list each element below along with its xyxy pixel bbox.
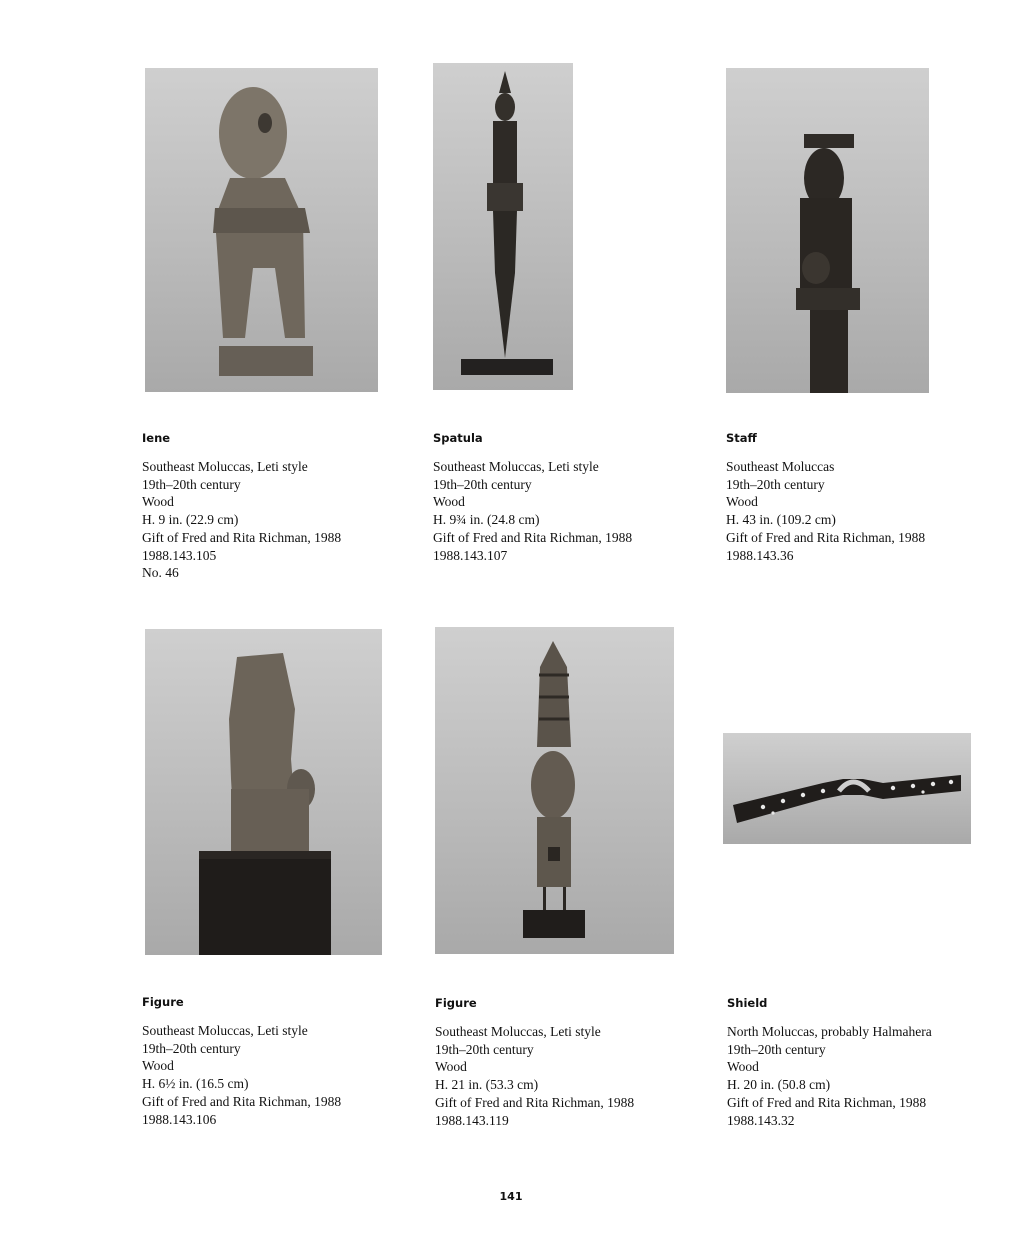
caption-medium: Wood xyxy=(433,494,465,510)
caption-title: Figure xyxy=(435,996,477,1010)
caption-spatula xyxy=(433,431,703,564)
caption-origin: Southeast Moluccas xyxy=(726,459,835,474)
caption-dimensions: H. 9 in. (22.9 cm) xyxy=(142,512,239,528)
caption-shield xyxy=(727,996,997,1129)
caption-origin: North Moluccas, probably Halmahera xyxy=(727,1024,932,1039)
caption-date: 19th–20th century xyxy=(142,1040,241,1056)
caption-credit: Gift of Fred and Rita Richman, 1988 xyxy=(435,1094,635,1110)
caption-origin: Southeast Moluccas, Leti style xyxy=(142,459,308,474)
caption-accession: 1988.143.107 xyxy=(433,547,508,563)
caption-medium: Wood xyxy=(142,494,174,510)
caption-accession: 1988.143.36 xyxy=(726,547,794,563)
page-number: 141 xyxy=(499,1190,523,1203)
photo-iene xyxy=(145,68,378,392)
caption-credit: Gift of Fred and Rita Richman, 1988 xyxy=(142,529,342,545)
caption-title: Shield xyxy=(727,996,768,1010)
caption-origin: Southeast Moluccas, Leti style xyxy=(142,1023,308,1038)
caption-figure-2 xyxy=(435,996,705,1129)
caption-figure-1 xyxy=(142,995,412,1128)
photo-figure-1 xyxy=(145,629,382,955)
caption-date: 19th–20th century xyxy=(142,476,241,492)
caption-dimensions: H. 43 in. (109.2 cm) xyxy=(726,512,836,528)
photo-shield xyxy=(723,733,971,844)
caption-iene xyxy=(142,431,412,582)
photo-spatula xyxy=(433,63,573,390)
caption-title: Spatula xyxy=(433,431,483,445)
caption-accession: 1988.143.105 xyxy=(142,547,217,563)
photo-figure-2 xyxy=(435,627,674,954)
caption-credit: Gift of Fred and Rita Richman, 1988 xyxy=(726,529,926,545)
caption-accession: 1988.143.119 xyxy=(435,1112,509,1128)
caption-title: Iene xyxy=(142,431,171,445)
caption-accession: 1988.143.106 xyxy=(142,1111,217,1127)
caption-date: 19th–20th century xyxy=(435,1041,534,1057)
caption-staff xyxy=(726,431,996,564)
caption-title: Staff xyxy=(726,431,757,445)
caption-credit: Gift of Fred and Rita Richman, 1988 xyxy=(142,1093,342,1109)
caption-origin: Southeast Moluccas, Leti style xyxy=(435,1024,601,1039)
caption-medium: Wood xyxy=(726,494,758,510)
caption-date: 19th–20th century xyxy=(726,476,825,492)
caption-medium: Wood xyxy=(142,1058,174,1074)
caption-medium: Wood xyxy=(435,1059,467,1075)
caption-credit: Gift of Fred and Rita Richman, 1988 xyxy=(433,529,633,545)
caption-catalogue-number: No. 46 xyxy=(142,565,179,581)
caption-date: 19th–20th century xyxy=(727,1041,826,1057)
caption-origin: Southeast Moluccas, Leti style xyxy=(433,459,599,474)
photo-staff xyxy=(726,68,929,393)
caption-dimensions: H. 20 in. (50.8 cm) xyxy=(727,1077,831,1093)
caption-medium: Wood xyxy=(727,1059,759,1075)
caption-title: Figure xyxy=(142,995,184,1009)
caption-dimensions: H. 9¾ in. (24.8 cm) xyxy=(433,512,540,528)
caption-dimensions: H. 21 in. (53.3 cm) xyxy=(435,1077,539,1093)
caption-credit: Gift of Fred and Rita Richman, 1988 xyxy=(727,1094,927,1110)
caption-dimensions: H. 6½ in. (16.5 cm) xyxy=(142,1076,249,1092)
caption-accession: 1988.143.32 xyxy=(727,1112,795,1128)
caption-date: 19th–20th century xyxy=(433,476,532,492)
